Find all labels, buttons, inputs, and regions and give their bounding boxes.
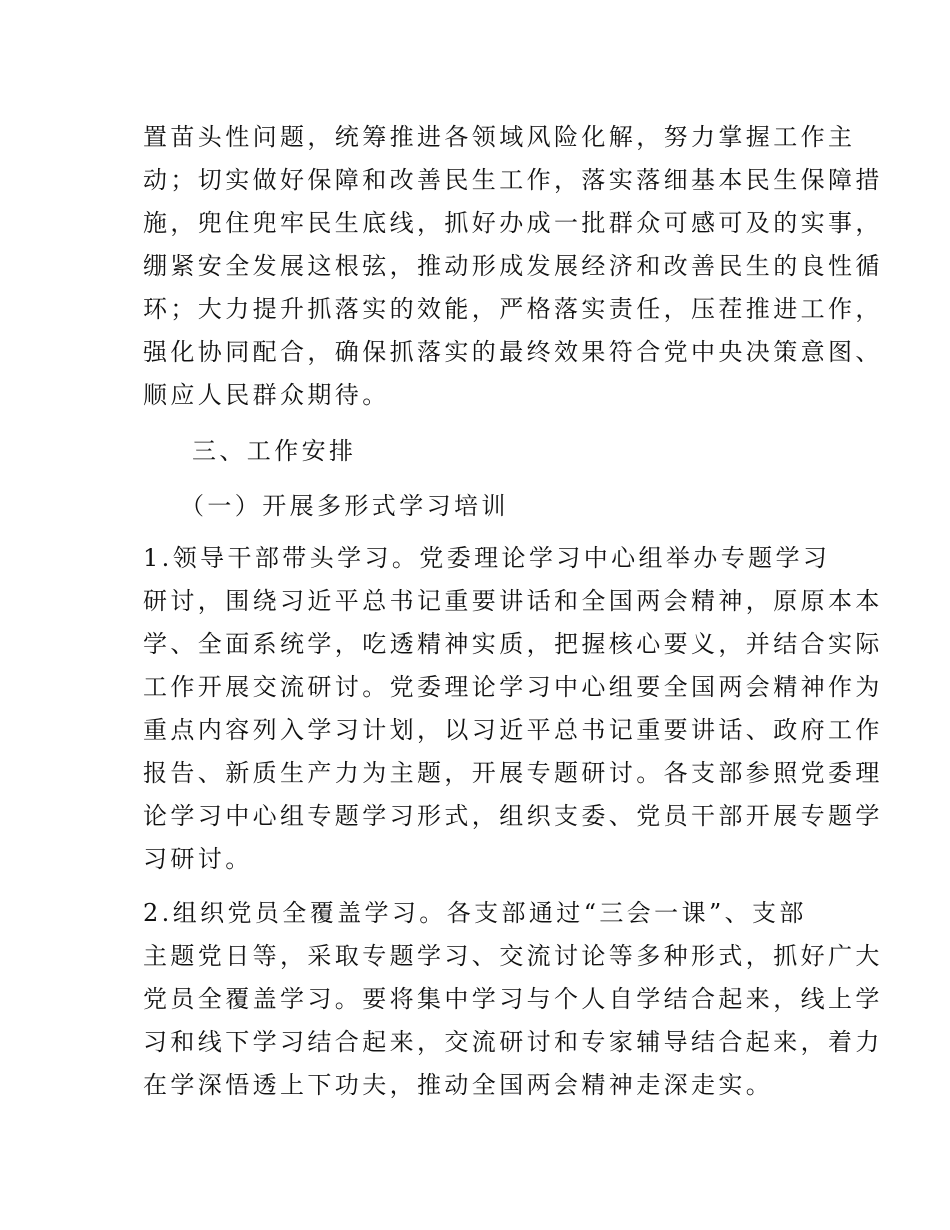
- paragraph-line: 绷紧安全发展这根弦，推动形成发展经济和改善民生的良性循: [143, 252, 883, 280]
- paragraph-line: 2.组织党员全覆盖学习。各支部通过“三会一课”、支部: [143, 899, 807, 927]
- paragraph-line: 论学习中心组专题学习形式，组织支委、党员干部开展专题学: [143, 802, 883, 830]
- paragraph-line: 重点内容列入学习计划，以习近平总书记重要讲话、政府工作: [143, 716, 883, 744]
- section-heading: 三、工作安排: [192, 437, 357, 465]
- paragraph-leaders-study: [143, 537, 883, 881]
- paragraph-line: 习研讨。: [143, 845, 253, 873]
- paragraph-line: 党员全覆盖学习。要将集中学习与个人自学结合起来，线上学: [143, 985, 883, 1013]
- paragraph-line: 工作开展交流研讨。党委理论学习中心组要全国两会精神作为: [143, 673, 883, 701]
- paragraph-line: 主题党日等，采取专题学习、交流讨论等多种形式，抓好广大: [143, 942, 883, 970]
- subsection-heading: （一）开展多形式学习培训: [180, 492, 509, 520]
- paragraph-line: 环；大力提升抓落实的效能，严格落实责任，压茬推进工作，: [143, 295, 883, 323]
- paragraph-line: 1.领导干部带头学习。党委理论学习中心组举办专题学习: [143, 544, 831, 572]
- paragraph-member-coverage-study: [143, 892, 883, 1107]
- paragraph-line: 强化协同配合，确保抓落实的最终效果符合党中央决策意图、: [143, 338, 883, 366]
- paragraph-line: 置苗头性问题，统筹推进各领域风险化解，努力掌握工作主: [143, 123, 856, 151]
- paragraph-line: 动；切实做好保障和改善民生工作，落实落细基本民生保障措: [143, 166, 883, 194]
- paragraph-line: 研讨，围绕习近平总书记重要讲话和全国两会精神，原原本本: [143, 587, 883, 615]
- paragraph-line: 学、全面系统学，吃透精神实质，把握核心要义，并结合实际: [143, 630, 883, 658]
- paragraph-risk-and-livelihood: [143, 116, 883, 417]
- paragraph-line: 顺应人民群众期待。: [143, 381, 390, 409]
- paragraph-line: 施，兜住兜牢民生底线，抓好办成一批群众可感可及的实事，: [143, 209, 883, 237]
- paragraph-line: 报告、新质生产力为主题，开展专题研讨。各支部参照党委理: [143, 759, 883, 787]
- paragraph-line: 习和线下学习结合起来，交流研讨和专家辅导结合起来，着力: [143, 1028, 883, 1056]
- paragraph-line: 在学深悟透上下功夫，推动全国两会精神走深走实。: [143, 1071, 774, 1099]
